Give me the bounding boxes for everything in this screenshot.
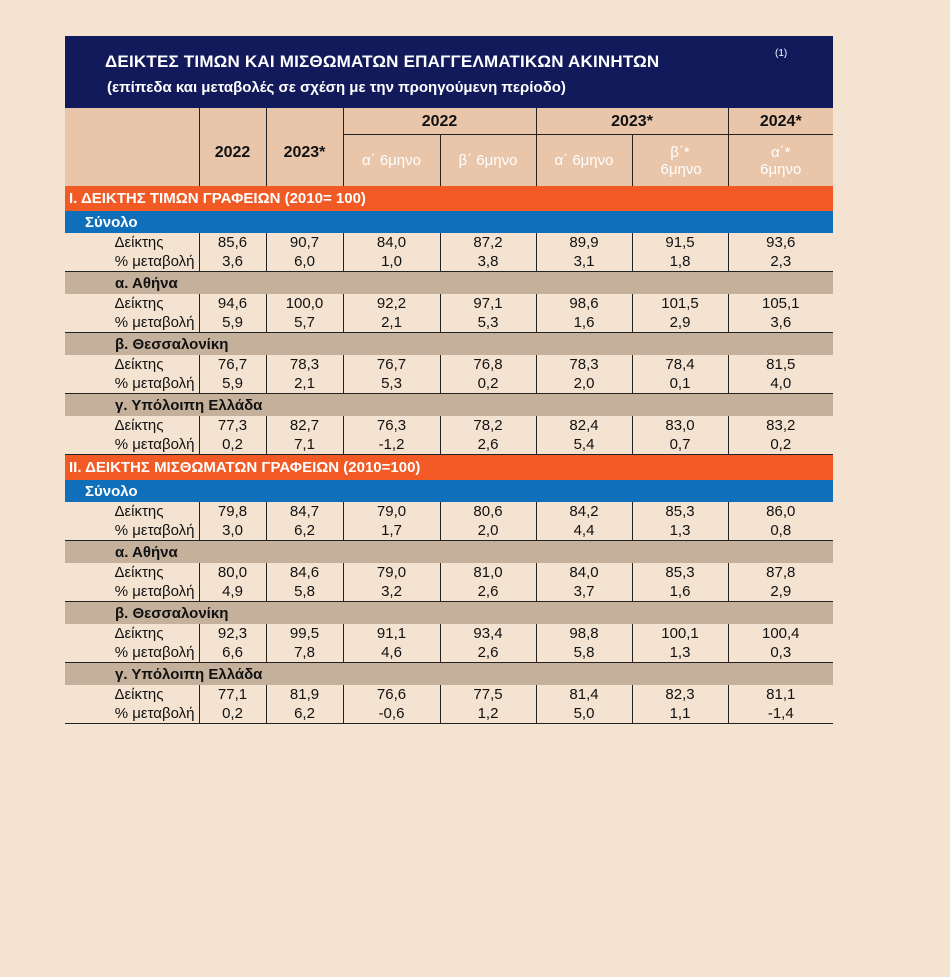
table-cell: 84,0 bbox=[343, 233, 440, 252]
table-cell: 4,0 bbox=[728, 374, 833, 394]
table-row bbox=[65, 233, 833, 252]
table-cell: 7,8 bbox=[266, 643, 343, 663]
header-sub-2024-h1: α΄* 6μηνο bbox=[728, 135, 833, 187]
table-cell: 2,9 bbox=[728, 582, 833, 602]
table-row bbox=[65, 643, 833, 663]
table-row bbox=[65, 252, 833, 272]
table-cell: 5,3 bbox=[343, 374, 440, 394]
table-cell: -1,4 bbox=[728, 704, 833, 724]
table-cell: 77,3 bbox=[199, 416, 266, 435]
table-cell: 105,1 bbox=[728, 294, 833, 313]
table-cell: 98,8 bbox=[536, 624, 632, 643]
data-table bbox=[65, 108, 833, 724]
table-cell: 85,3 bbox=[632, 563, 728, 582]
section-title: ΙΙ. ΔΕΙΚΤΗΣ ΜΙΣΘΩΜΑΤΩΝ ΓΡΑΦΕΙΩΝ (2010=100) bbox=[65, 455, 833, 481]
header-sub-2022-h1: α΄ 6μηνο bbox=[343, 135, 440, 187]
table-cell: 5,9 bbox=[199, 313, 266, 333]
header-group-2022: 2022 bbox=[343, 108, 536, 135]
table-cell: 100,1 bbox=[632, 624, 728, 643]
table-cell: 101,5 bbox=[632, 294, 728, 313]
table-cell: 3,6 bbox=[199, 252, 266, 272]
table-cell: 87,2 bbox=[440, 233, 536, 252]
row-label-index: Δείκτης bbox=[65, 502, 199, 521]
table-cell: 0,2 bbox=[440, 374, 536, 394]
table-cell: 80,0 bbox=[199, 563, 266, 582]
table-cell: 5,9 bbox=[199, 374, 266, 394]
footnote-marker: (1) bbox=[775, 48, 788, 59]
table-cell: 2,9 bbox=[632, 313, 728, 333]
table-cell: 0,7 bbox=[632, 435, 728, 455]
table-cell: 81,4 bbox=[536, 685, 632, 704]
table-cell: 77,1 bbox=[199, 685, 266, 704]
table-cell: 76,8 bbox=[440, 355, 536, 374]
header-year-2023: 2023* bbox=[266, 108, 343, 186]
table-cell: 82,3 bbox=[632, 685, 728, 704]
section-header bbox=[65, 186, 833, 211]
group-header bbox=[65, 272, 833, 295]
table-cell: 2,0 bbox=[536, 374, 632, 394]
table-cell: 2,1 bbox=[266, 374, 343, 394]
header-empty-cell bbox=[65, 108, 199, 186]
group-header bbox=[65, 394, 833, 417]
table-cell: 0,2 bbox=[199, 704, 266, 724]
table-cell: 3,0 bbox=[199, 521, 266, 541]
table-cell: 81,1 bbox=[728, 685, 833, 704]
row-label-index: Δείκτης bbox=[65, 294, 199, 313]
table-cell: 2,3 bbox=[728, 252, 833, 272]
table-cell: 76,6 bbox=[343, 685, 440, 704]
table-cell: 0,2 bbox=[199, 435, 266, 455]
table-cell: 0,8 bbox=[728, 521, 833, 541]
header-sub-2023-h2: β΄* 6μηνο bbox=[632, 135, 728, 187]
group-header bbox=[65, 333, 833, 356]
row-label-index: Δείκτης bbox=[65, 563, 199, 582]
table-cell: 1,0 bbox=[343, 252, 440, 272]
table-cell: 2,1 bbox=[343, 313, 440, 333]
table-cell: 3,6 bbox=[728, 313, 833, 333]
table-cell: 84,7 bbox=[266, 502, 343, 521]
group-header bbox=[65, 541, 833, 564]
group-title: Σύνολο bbox=[65, 211, 833, 233]
table-cell: 6,6 bbox=[199, 643, 266, 663]
table-cell: 1,3 bbox=[632, 521, 728, 541]
table-cell: 94,6 bbox=[199, 294, 266, 313]
table-subtitle: (επίπεδα και μεταβολές σε σχέση με την προηγούμενη περίοδο) bbox=[107, 79, 566, 96]
table-cell: 77,5 bbox=[440, 685, 536, 704]
table-row bbox=[65, 416, 833, 435]
table-cell: 83,0 bbox=[632, 416, 728, 435]
table-cell: 85,3 bbox=[632, 502, 728, 521]
table-cell: 0,3 bbox=[728, 643, 833, 663]
table-cell: 1,1 bbox=[632, 704, 728, 724]
table-cell: 93,4 bbox=[440, 624, 536, 643]
group-header bbox=[65, 211, 833, 233]
table-cell: 2,6 bbox=[440, 643, 536, 663]
table-cell: 89,9 bbox=[536, 233, 632, 252]
group-title: γ. Υπόλοιπη Ελλάδα bbox=[65, 394, 833, 417]
table-cell: 92,2 bbox=[343, 294, 440, 313]
table-cell: 80,6 bbox=[440, 502, 536, 521]
table-row bbox=[65, 374, 833, 394]
table-row bbox=[65, 502, 833, 521]
table-cell: 90,7 bbox=[266, 233, 343, 252]
row-label-change: % μεταβολή bbox=[65, 252, 199, 272]
table-cell: 5,0 bbox=[536, 704, 632, 724]
table-cell: 7,1 bbox=[266, 435, 343, 455]
row-label-change: % μεταβολή bbox=[65, 521, 199, 541]
table-cell: 97,1 bbox=[440, 294, 536, 313]
table-row bbox=[65, 521, 833, 541]
row-label-index: Δείκτης bbox=[65, 416, 199, 435]
header-group-2023: 2023* bbox=[536, 108, 728, 135]
table-cell: 3,1 bbox=[536, 252, 632, 272]
table-cell: 5,7 bbox=[266, 313, 343, 333]
row-label-change: % μεταβολή bbox=[65, 435, 199, 455]
header-year-2022: 2022 bbox=[199, 108, 266, 186]
table-row bbox=[65, 582, 833, 602]
table-cell: 0,2 bbox=[728, 435, 833, 455]
row-label-index: Δείκτης bbox=[65, 233, 199, 252]
table-cell: 79,0 bbox=[343, 563, 440, 582]
table-cell: 92,3 bbox=[199, 624, 266, 643]
table-cell: 1,2 bbox=[440, 704, 536, 724]
table-cell: 79,0 bbox=[343, 502, 440, 521]
table-cell: 76,7 bbox=[343, 355, 440, 374]
group-header bbox=[65, 602, 833, 625]
row-label-index: Δείκτης bbox=[65, 624, 199, 643]
table-cell: 5,3 bbox=[440, 313, 536, 333]
table-row bbox=[65, 563, 833, 582]
table-title: ΔΕΙΚΤΕΣ ΤΙΜΩΝ ΚΑΙ ΜΙΣΘΩΜΑΤΩΝ ΕΠΑΓΓΕΛΜΑΤΙΚΩΝ ΑΚΙΝΗΤΩΝ bbox=[105, 52, 660, 71]
table-cell: 86,0 bbox=[728, 502, 833, 521]
table-cell: 2,6 bbox=[440, 435, 536, 455]
table-cell: 76,7 bbox=[199, 355, 266, 374]
section-header bbox=[65, 455, 833, 481]
table-title-banner bbox=[65, 36, 833, 108]
table-row bbox=[65, 435, 833, 455]
table-cell: 84,2 bbox=[536, 502, 632, 521]
row-label-index: Δείκτης bbox=[65, 685, 199, 704]
table-cell: 78,2 bbox=[440, 416, 536, 435]
header-sub-2022-h2: β΄ 6μηνο bbox=[440, 135, 536, 187]
table-cell: 78,3 bbox=[536, 355, 632, 374]
header-sub-2023-h1: α΄ 6μηνο bbox=[536, 135, 632, 187]
table-cell: 0,1 bbox=[632, 374, 728, 394]
table-row bbox=[65, 355, 833, 374]
table-cell: 82,7 bbox=[266, 416, 343, 435]
row-label-change: % μεταβολή bbox=[65, 313, 199, 333]
table-cell: 93,6 bbox=[728, 233, 833, 252]
row-label-index: Δείκτης bbox=[65, 355, 199, 374]
table-cell: 1,6 bbox=[632, 582, 728, 602]
table-cell: -1,2 bbox=[343, 435, 440, 455]
table-cell: 85,6 bbox=[199, 233, 266, 252]
header-group-2024: 2024* bbox=[728, 108, 833, 135]
table-cell: 98,6 bbox=[536, 294, 632, 313]
table-cell: -0,6 bbox=[343, 704, 440, 724]
row-label-change: % μεταβολή bbox=[65, 643, 199, 663]
table-cell: 3,7 bbox=[536, 582, 632, 602]
table-row bbox=[65, 294, 833, 313]
table-cell: 2,6 bbox=[440, 582, 536, 602]
group-title: γ. Υπόλοιπη Ελλάδα bbox=[65, 663, 833, 686]
table-cell: 6,2 bbox=[266, 521, 343, 541]
table-cell: 78,3 bbox=[266, 355, 343, 374]
table-cell: 99,5 bbox=[266, 624, 343, 643]
document bbox=[65, 36, 833, 724]
table-cell: 91,5 bbox=[632, 233, 728, 252]
table-cell: 4,9 bbox=[199, 582, 266, 602]
table-cell: 79,8 bbox=[199, 502, 266, 521]
table-cell: 5,8 bbox=[536, 643, 632, 663]
table-cell: 83,2 bbox=[728, 416, 833, 435]
table-cell: 6,2 bbox=[266, 704, 343, 724]
table-cell: 3,2 bbox=[343, 582, 440, 602]
table-row bbox=[65, 685, 833, 704]
group-title: Σύνολο bbox=[65, 480, 833, 502]
group-title: α. Αθήνα bbox=[65, 272, 833, 295]
table-row bbox=[65, 313, 833, 333]
table-cell: 1,6 bbox=[536, 313, 632, 333]
table-cell: 84,6 bbox=[266, 563, 343, 582]
table-cell: 87,8 bbox=[728, 563, 833, 582]
group-title: β. Θεσσαλονίκη bbox=[65, 602, 833, 625]
table-cell: 1,8 bbox=[632, 252, 728, 272]
table-cell: 1,3 bbox=[632, 643, 728, 663]
table-row bbox=[65, 704, 833, 724]
table-cell: 5,4 bbox=[536, 435, 632, 455]
table-cell: 4,4 bbox=[536, 521, 632, 541]
group-header bbox=[65, 663, 833, 686]
table-cell: 4,6 bbox=[343, 643, 440, 663]
table-row bbox=[65, 624, 833, 643]
table-cell: 6,0 bbox=[266, 252, 343, 272]
table-cell: 78,4 bbox=[632, 355, 728, 374]
table-cell: 81,0 bbox=[440, 563, 536, 582]
table-cell: 1,7 bbox=[343, 521, 440, 541]
table-cell: 100,4 bbox=[728, 624, 833, 643]
group-title: β. Θεσσαλονίκη bbox=[65, 333, 833, 356]
row-label-change: % μεταβολή bbox=[65, 582, 199, 602]
table-cell: 84,0 bbox=[536, 563, 632, 582]
table-cell: 100,0 bbox=[266, 294, 343, 313]
row-label-change: % μεταβολή bbox=[65, 374, 199, 394]
table-cell: 82,4 bbox=[536, 416, 632, 435]
table-cell: 91,1 bbox=[343, 624, 440, 643]
table-cell: 81,9 bbox=[266, 685, 343, 704]
row-label-change: % μεταβολή bbox=[65, 704, 199, 724]
table-cell: 5,8 bbox=[266, 582, 343, 602]
group-header bbox=[65, 480, 833, 502]
table-cell: 3,8 bbox=[440, 252, 536, 272]
table-cell: 2,0 bbox=[440, 521, 536, 541]
group-title: α. Αθήνα bbox=[65, 541, 833, 564]
table-cell: 81,5 bbox=[728, 355, 833, 374]
table-cell: 76,3 bbox=[343, 416, 440, 435]
section-title: Ι. ΔΕΙΚΤΗΣ ΤΙΜΩΝ ΓΡΑΦΕΙΩΝ (2010= 100) bbox=[65, 186, 833, 211]
